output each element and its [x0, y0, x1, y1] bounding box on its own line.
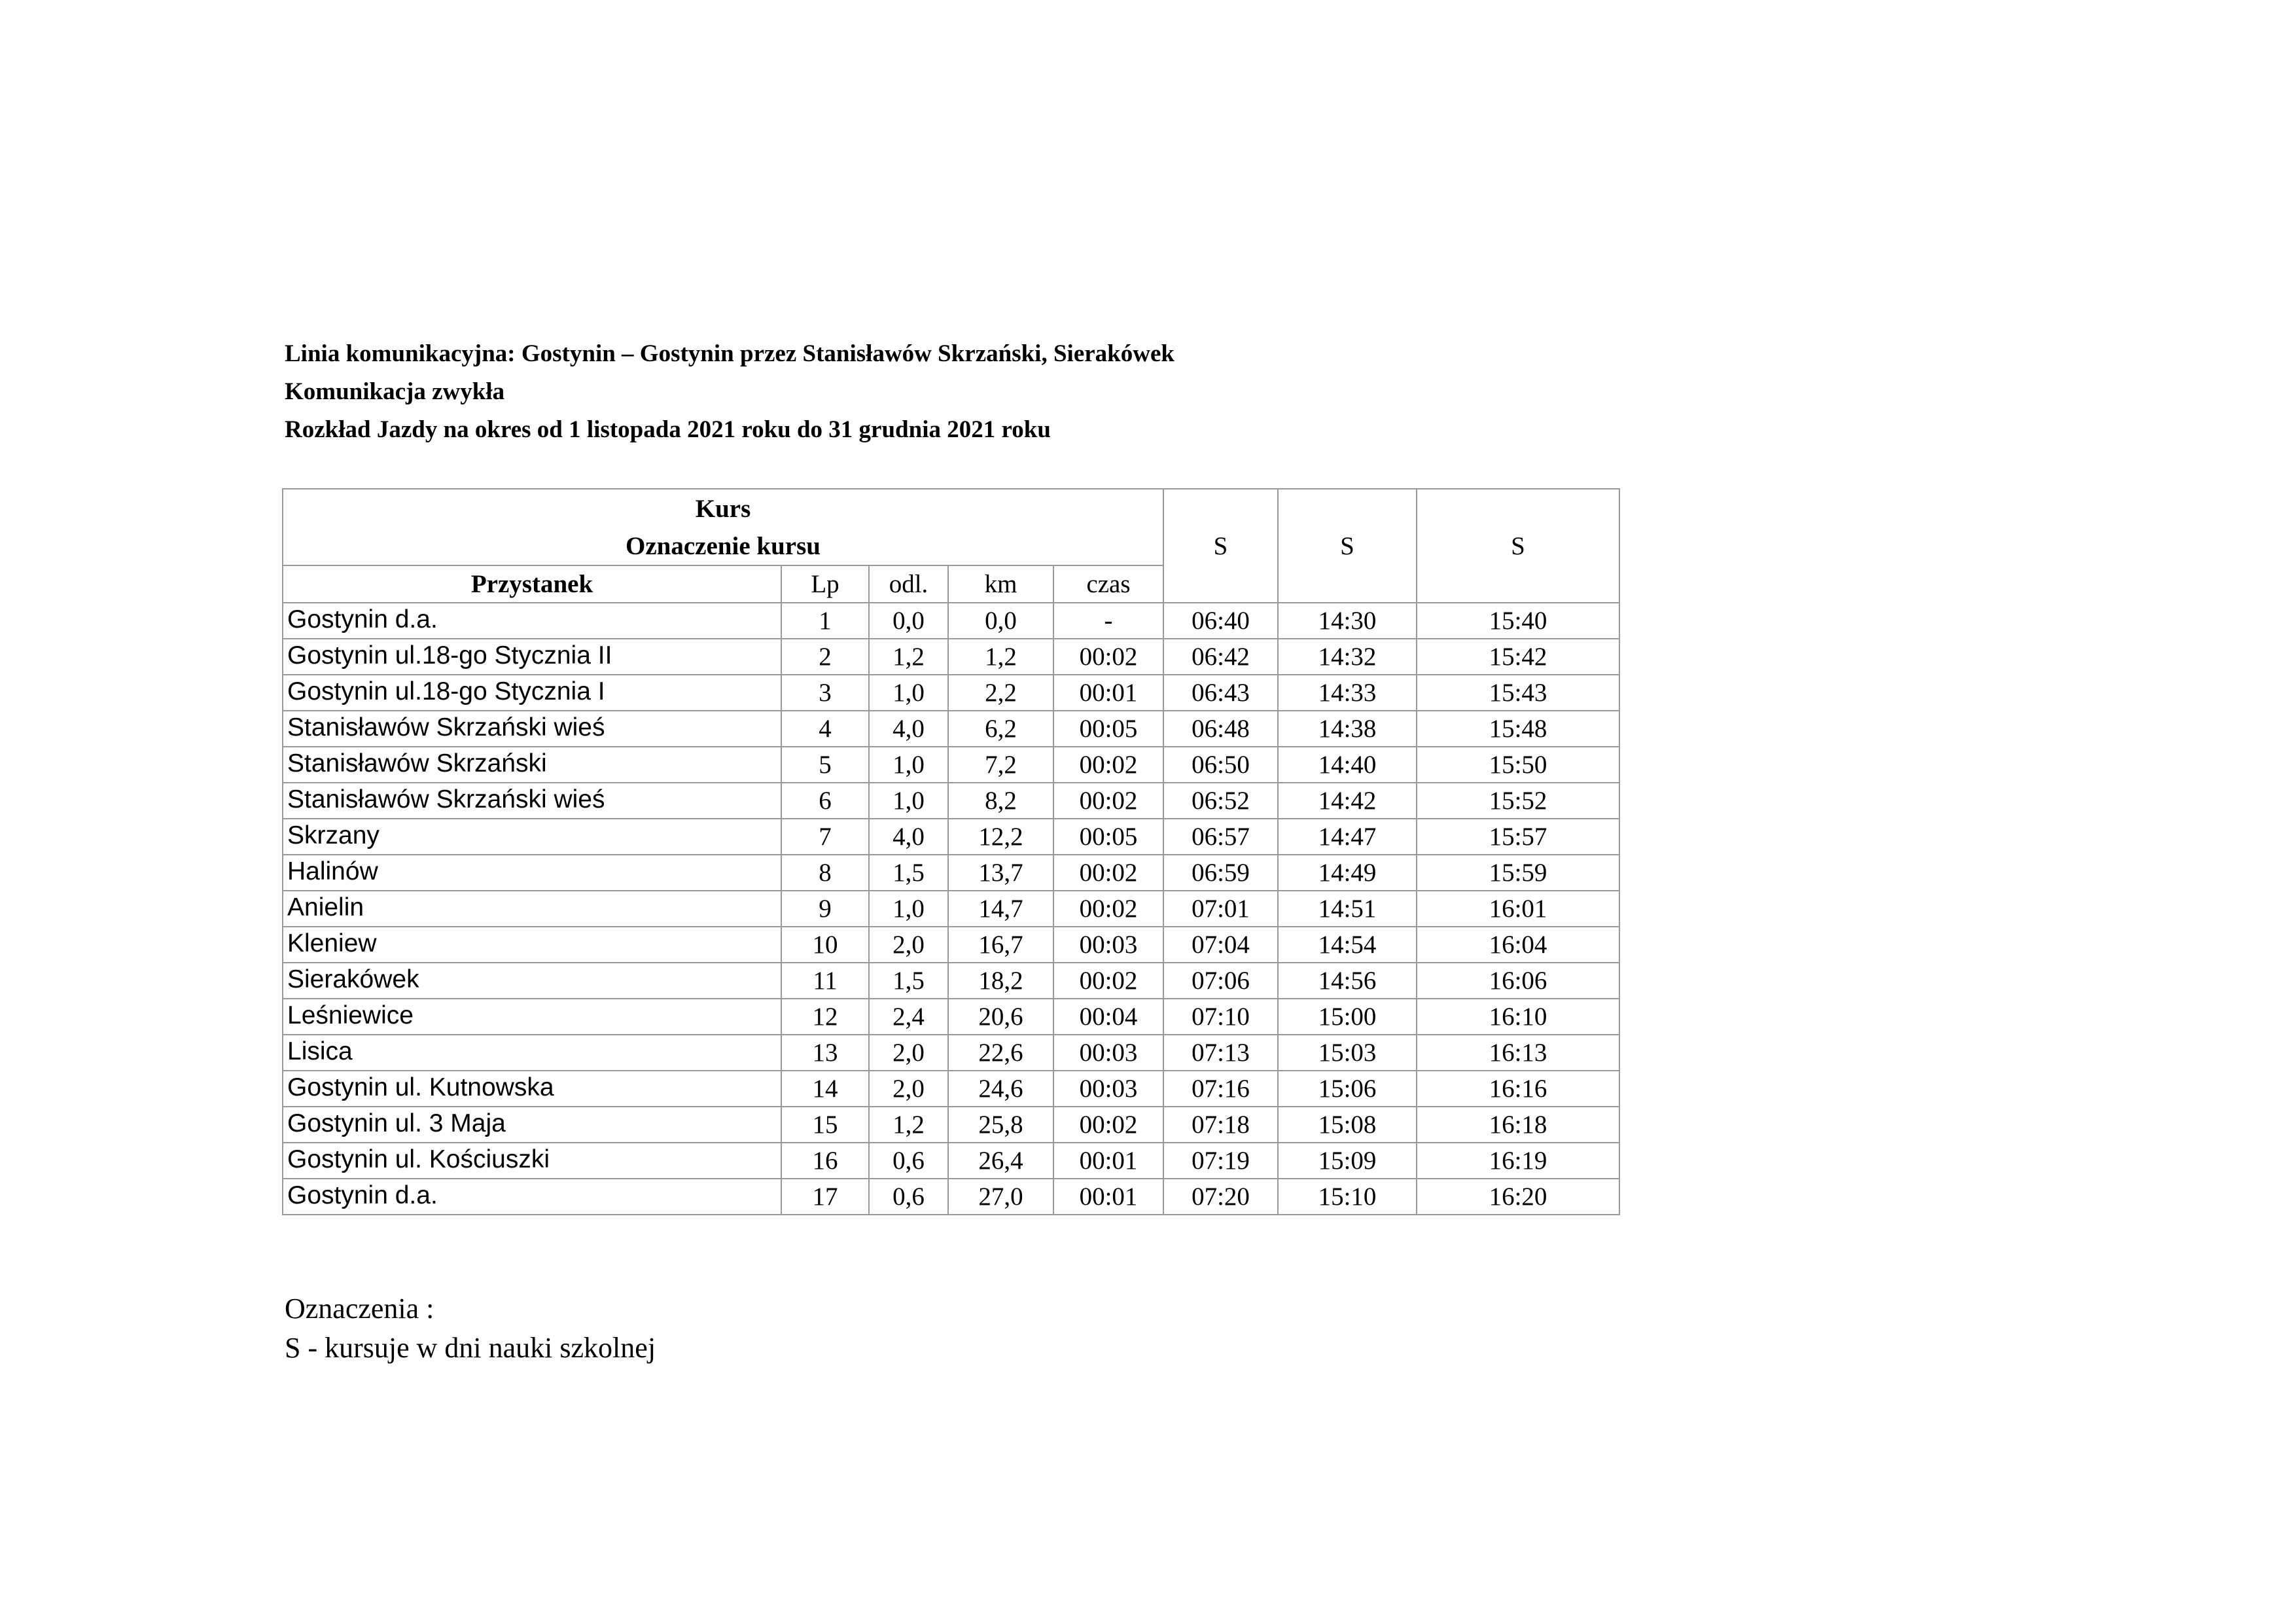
czas: 00:02	[1053, 747, 1163, 783]
departure-course-2: 14:38	[1278, 711, 1417, 747]
km: 20,6	[948, 999, 1053, 1035]
odl: 1,0	[869, 891, 948, 927]
km: 2,2	[948, 675, 1053, 711]
departure-course-1: 07:10	[1163, 999, 1278, 1035]
departure-course-1: 06:40	[1163, 603, 1278, 639]
legend-s-meaning: S - kursuje w dni nauki szkolnej	[285, 1332, 656, 1364]
col-header-km: km	[948, 565, 1053, 603]
course-mark-1: S	[1163, 489, 1278, 603]
km: 7,2	[948, 747, 1053, 783]
departure-course-1: 06:42	[1163, 639, 1278, 675]
table-row	[283, 747, 1619, 783]
odl: 4,0	[869, 711, 948, 747]
lp: 8	[781, 855, 869, 891]
legend	[285, 1289, 656, 1368]
odl: 0,6	[869, 1179, 948, 1215]
lp: 5	[781, 747, 869, 783]
departure-course-3: 16:10	[1417, 999, 1619, 1035]
table-row	[283, 819, 1619, 855]
departure-course-1: 07:20	[1163, 1179, 1278, 1215]
stop-name: Anielin	[283, 891, 781, 927]
service-type: Komunikacja zwykła	[285, 378, 505, 405]
departure-course-3: 15:57	[1417, 819, 1619, 855]
km: 13,7	[948, 855, 1053, 891]
lp: 7	[781, 819, 869, 855]
stop-name: Gostynin ul. Kościuszki	[283, 1143, 781, 1179]
km: 1,2	[948, 639, 1053, 675]
odl: 1,5	[869, 963, 948, 999]
odl: 0,0	[869, 603, 948, 639]
departure-course-2: 14:49	[1278, 855, 1417, 891]
table-row	[283, 1107, 1619, 1143]
departure-course-3: 16:04	[1417, 927, 1619, 963]
czas: -	[1053, 603, 1163, 639]
departure-course-2: 14:32	[1278, 639, 1417, 675]
course-label: Kurs	[695, 494, 751, 523]
odl: 2,0	[869, 1071, 948, 1107]
departure-course-3: 16:18	[1417, 1107, 1619, 1143]
course-mark-2: S	[1278, 489, 1417, 603]
stop-name: Kleniew	[283, 927, 781, 963]
km: 8,2	[948, 783, 1053, 819]
lp: 9	[781, 891, 869, 927]
departure-course-2: 15:06	[1278, 1071, 1417, 1107]
odl: 0,6	[869, 1143, 948, 1179]
table-row	[283, 711, 1619, 747]
departure-course-1: 06:59	[1163, 855, 1278, 891]
lp: 13	[781, 1035, 869, 1071]
czas: 00:03	[1053, 927, 1163, 963]
lp: 3	[781, 675, 869, 711]
stop-name: Sierakówek	[283, 963, 781, 999]
col-header-czas: czas	[1053, 565, 1163, 603]
czas: 00:01	[1053, 1179, 1163, 1215]
course-header-cell	[283, 489, 1163, 565]
table-row	[283, 1035, 1619, 1071]
departure-course-2: 14:54	[1278, 927, 1417, 963]
czas: 00:02	[1053, 963, 1163, 999]
departure-course-2: 15:08	[1278, 1107, 1417, 1143]
stop-name: Gostynin ul. Kutnowska	[283, 1071, 781, 1107]
table-row	[283, 891, 1619, 927]
stop-name: Gostynin d.a.	[283, 1179, 781, 1215]
departure-course-1: 06:50	[1163, 747, 1278, 783]
stop-name: Stanisławów Skrzański	[283, 747, 781, 783]
departure-course-1: 07:01	[1163, 891, 1278, 927]
departure-course-1: 07:16	[1163, 1071, 1278, 1107]
col-header-odl: odl.	[869, 565, 948, 603]
czas: 00:02	[1053, 1107, 1163, 1143]
km: 25,8	[948, 1107, 1053, 1143]
lp: 16	[781, 1143, 869, 1179]
course-mark-3: S	[1417, 489, 1619, 603]
czas: 00:02	[1053, 855, 1163, 891]
departure-course-1: 07:04	[1163, 927, 1278, 963]
odl: 1,2	[869, 1107, 948, 1143]
km: 22,6	[948, 1035, 1053, 1071]
departure-course-2: 15:10	[1278, 1179, 1417, 1215]
departure-course-2: 14:33	[1278, 675, 1417, 711]
departure-course-3: 16:13	[1417, 1035, 1619, 1071]
departure-course-1: 07:19	[1163, 1143, 1278, 1179]
km: 14,7	[948, 891, 1053, 927]
km: 27,0	[948, 1179, 1053, 1215]
czas: 00:04	[1053, 999, 1163, 1035]
table-row	[283, 963, 1619, 999]
departure-course-1: 06:52	[1163, 783, 1278, 819]
km: 0,0	[948, 603, 1053, 639]
table-row	[283, 675, 1619, 711]
czas: 00:03	[1053, 1035, 1163, 1071]
lp: 11	[781, 963, 869, 999]
stop-name: Leśniewice	[283, 999, 781, 1035]
czas: 00:02	[1053, 639, 1163, 675]
lp: 6	[781, 783, 869, 819]
odl: 2,4	[869, 999, 948, 1035]
departure-course-3: 16:20	[1417, 1179, 1619, 1215]
lp: 2	[781, 639, 869, 675]
odl: 2,0	[869, 927, 948, 963]
table-row	[283, 1071, 1619, 1107]
odl: 4,0	[869, 819, 948, 855]
odl: 1,0	[869, 675, 948, 711]
lp: 4	[781, 711, 869, 747]
czas: 00:05	[1053, 819, 1163, 855]
km: 16,7	[948, 927, 1053, 963]
departure-course-3: 16:19	[1417, 1143, 1619, 1179]
departure-course-3: 15:52	[1417, 783, 1619, 819]
departure-course-1: 07:06	[1163, 963, 1278, 999]
departure-course-1: 07:18	[1163, 1107, 1278, 1143]
czas: 00:01	[1053, 1143, 1163, 1179]
departure-course-3: 16:01	[1417, 891, 1619, 927]
lp: 17	[781, 1179, 869, 1215]
legend-title: Oznaczenia :	[285, 1293, 434, 1325]
odl: 1,0	[869, 783, 948, 819]
lp: 12	[781, 999, 869, 1035]
stop-name: Stanisławów Skrzański wieś	[283, 711, 781, 747]
stop-name: Gostynin ul.18-go Stycznia II	[283, 639, 781, 675]
departure-course-1: 07:13	[1163, 1035, 1278, 1071]
departure-course-3: 15:50	[1417, 747, 1619, 783]
departure-course-2: 14:40	[1278, 747, 1417, 783]
departure-course-2: 15:00	[1278, 999, 1417, 1035]
czas: 00:02	[1053, 891, 1163, 927]
table-row	[283, 927, 1619, 963]
odl: 2,0	[869, 1035, 948, 1071]
departure-course-3: 15:42	[1417, 639, 1619, 675]
lp: 1	[781, 603, 869, 639]
line-title: Linia komunikacyjna: Gostynin – Gostynin przez Stanisławów Skrzański, Sierakówek	[285, 340, 1174, 367]
departure-course-3: 16:06	[1417, 963, 1619, 999]
czas: 00:02	[1053, 783, 1163, 819]
km: 12,2	[948, 819, 1053, 855]
course-mark-label: Oznaczenie kursu	[626, 531, 821, 560]
km: 18,2	[948, 963, 1053, 999]
czas: 00:01	[1053, 675, 1163, 711]
departure-course-3: 15:48	[1417, 711, 1619, 747]
odl: 1,0	[869, 747, 948, 783]
timetable	[282, 488, 1620, 1215]
departure-course-3: 15:59	[1417, 855, 1619, 891]
table-row	[283, 783, 1619, 819]
table-row	[283, 855, 1619, 891]
lp: 14	[781, 1071, 869, 1107]
departure-course-3: 15:40	[1417, 603, 1619, 639]
stop-name: Skrzany	[283, 819, 781, 855]
departure-course-2: 14:42	[1278, 783, 1417, 819]
departure-course-1: 06:48	[1163, 711, 1278, 747]
departure-course-3: 16:16	[1417, 1071, 1619, 1107]
stop-name: Halinów	[283, 855, 781, 891]
czas: 00:05	[1053, 711, 1163, 747]
odl: 1,2	[869, 639, 948, 675]
odl: 1,5	[869, 855, 948, 891]
departure-course-1: 06:43	[1163, 675, 1278, 711]
table-row	[283, 1179, 1619, 1215]
km: 26,4	[948, 1143, 1053, 1179]
stop-name: Stanisławów Skrzański wieś	[283, 783, 781, 819]
stop-name: Gostynin ul.18-go Stycznia I	[283, 675, 781, 711]
stop-name: Gostynin ul. 3 Maja	[283, 1107, 781, 1143]
validity-period: Rozkład Jazdy na okres od 1 listopada 2021 roku do 31 grudnia 2021 roku	[285, 416, 1051, 443]
col-header-stop: Przystanek	[283, 565, 781, 603]
departure-course-2: 14:56	[1278, 963, 1417, 999]
stop-name: Lisica	[283, 1035, 781, 1071]
table-row	[283, 603, 1619, 639]
document-header	[285, 335, 1174, 449]
departure-course-2: 15:09	[1278, 1143, 1417, 1179]
departure-course-2: 14:30	[1278, 603, 1417, 639]
stop-name: Gostynin d.a.	[283, 603, 781, 639]
departure-course-2: 14:51	[1278, 891, 1417, 927]
departure-course-1: 06:57	[1163, 819, 1278, 855]
table-row	[283, 639, 1619, 675]
table-row	[283, 999, 1619, 1035]
table-row	[283, 1143, 1619, 1179]
col-header-lp: Lp	[781, 565, 869, 603]
departure-course-2: 15:03	[1278, 1035, 1417, 1071]
lp: 10	[781, 927, 869, 963]
lp: 15	[781, 1107, 869, 1143]
departure-course-3: 15:43	[1417, 675, 1619, 711]
km: 6,2	[948, 711, 1053, 747]
departure-course-2: 14:47	[1278, 819, 1417, 855]
header-row-course	[283, 489, 1619, 565]
km: 24,6	[948, 1071, 1053, 1107]
czas: 00:03	[1053, 1071, 1163, 1107]
